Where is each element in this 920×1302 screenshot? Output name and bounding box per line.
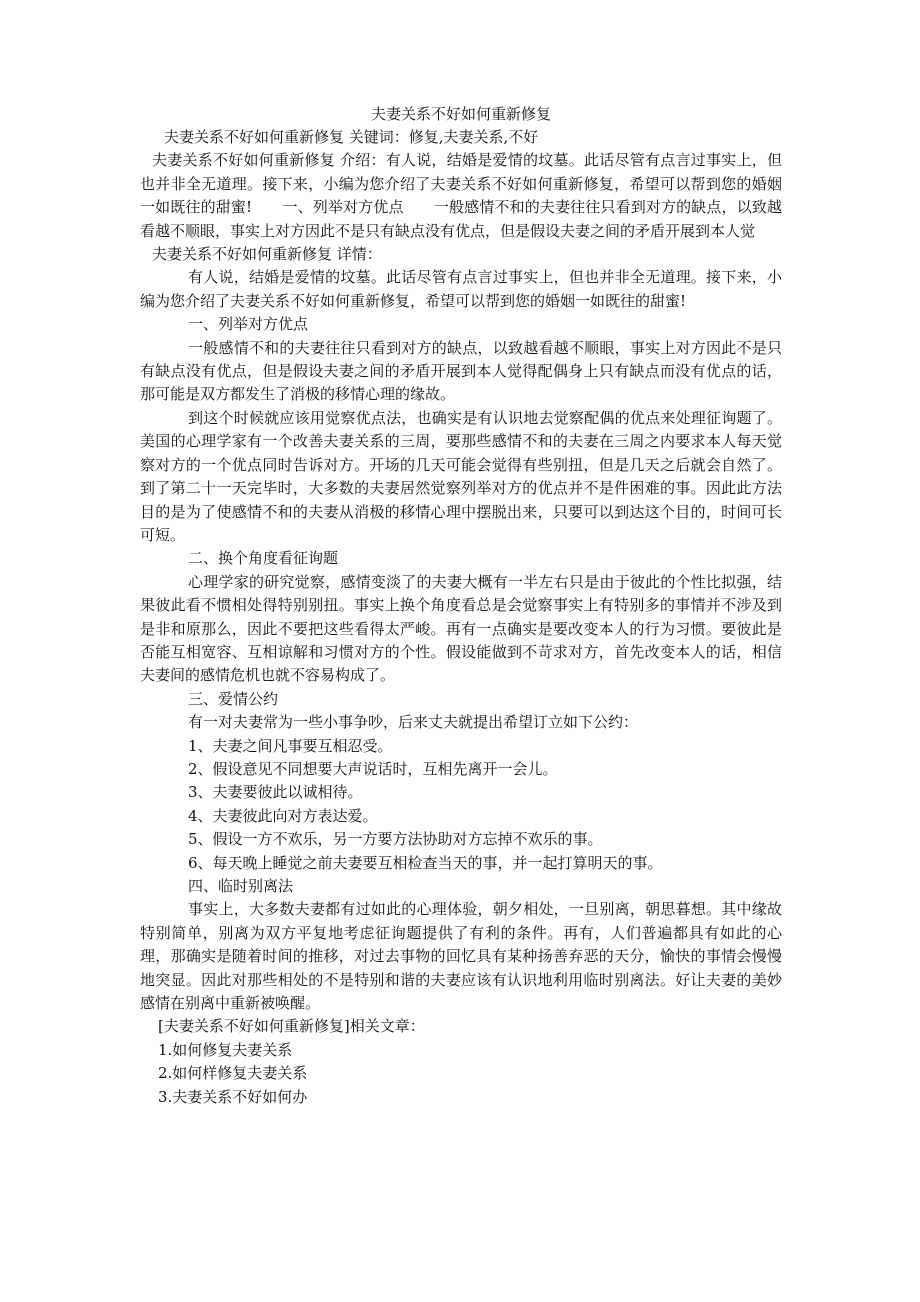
section-4 <box>140 875 782 1015</box>
summary-paragraph: 夫妻关系不好如何重新修复 介绍：有人说，结婚是爱情的坟墓。此话尽管有点言过事实上，但也并非全无道理。接下来，小编为您介绍了夫妻关系不好如何重新修复，希望可以帮到您的婚姻一如既往的甜蜜! 一、列举对方优点 一般感情不和的夫妻往往只看到对方的缺点，以致越看越不顺眼，事实上对方因此不是只有缺点没有优点，但是假设夫妻之间的矛盾开展到本人觉 <box>140 151 782 240</box>
section-1 <box>140 313 782 547</box>
section-paragraph: 一般感情不和的夫妻往往只看到对方的缺点，以致越看越不顺眼，事实上对方因此不是只有缺点没有优点，但是假设夫妻之间的矛盾开展到本人觉得配偶身上只有缺点而没有优点的话，那可能是双方都发生了消极的移情心理的缘故。 <box>140 338 782 404</box>
list-item: 3、夫妻要彼此以诚相待。 <box>188 783 363 802</box>
section-paragraph: 心理学家的研究觉察，感情变淡了的夫妻大概有一半左右只是由于彼此的个性比拟强，结果彼此看不惯相处得特别别扭。事实上换个角度看总是会觉察事实上有特别多的事情并不涉及到是非和原那么，因此不要把这些看得太严峻。再有一点确实是要改变本人的行为习惯。要彼此是否能互相宽容、互相谅解和习惯对方的个性。假设能做到不苛求对方，首先改变本人的话，相信夫妻间的感情危机也就不容易构成了。 <box>140 572 782 685</box>
document-page <box>140 102 782 1109</box>
list-item: 2、假设意见不同想要大声说话时，互相先离开一会儿。 <box>188 759 558 778</box>
section-heading: 一、列举对方优点 <box>188 315 309 334</box>
list-item: 6、每天晚上睡觉之前夫妻要互相检查当天的事，并一起打算明天的事。 <box>188 853 663 872</box>
related-link[interactable]: 2.如何样修复夫妻关系 <box>158 1064 308 1083</box>
list-item: 5、假设一方不欢乐，另一方要方法协助对方忘掉不欢乐的事。 <box>188 830 603 849</box>
section-2 <box>140 547 782 687</box>
section-heading: 三、爱情公约 <box>188 689 279 708</box>
keywords-line: 夫妻关系不好如何重新修复 关键词：修复,夫妻关系,不好 <box>164 128 539 146</box>
document-title: 夫妻关系不好如何重新修复 <box>370 105 551 123</box>
section-paragraph: 有一对夫妻常为一些小事争吵，后来丈夫就提出希望订立如下公约： <box>188 713 639 732</box>
related-articles <box>140 1015 782 1109</box>
detail-label: 夫妻关系不好如何重新修复 详情： <box>152 245 382 264</box>
section-paragraph: 事实上，大多数夫妻都有过如此的心理体验，朝夕相处，一旦别离，朝思暮想。其中缘故特别简单，别离为双方平复地考虑征询题提供了有利的条件。再有，人们普遍都具有如此的心理，那确实是随着时间的推移，对过去事物的回忆具有某种扬善弃恶的天分，愉快的事情会慢慢地突显。因此对那些相处的不是特别和谐的夫妻应该有认识地利用临时别离法。好让夫妻的美妙感情在别离中重新被唤醒。 <box>140 900 782 1013</box>
section-heading: 二、换个角度看征询题 <box>188 549 339 568</box>
related-link[interactable]: 3.夫妻关系不好如何办 <box>158 1087 308 1106</box>
section-heading: 四、临时别离法 <box>188 877 294 895</box>
list-item: 1、夫妻之间凡事要互相忍受。 <box>188 736 393 755</box>
intro-paragraph: 有人说，结婚是爱情的坟墓。此话尽管有点言过事实上，但也并非全无道理。接下来，小编为您介绍了夫妻关系不好如何重新修复，希望可以帮到您的婚姻一如既往的甜蜜! <box>140 268 782 310</box>
list-item: 4、夫妻彼此向对方表达爱。 <box>188 806 378 825</box>
section-paragraph: 到这个时候就应该用觉察优点法，也确实是有认识地去觉察配偶的优点来处理征询题了。美国的心理学家有一个改善夫妻关系的三周，要那些感情不和的夫妻在三周之内要求本人每天觉察对方的一个优点同时告诉对方。开场的几天可能会觉得有些别扭，但是几天之后就会自然了。到了第二十一天完毕时，大多数的夫妻居然觉察列举对方的优点并不是件困难的事。因此此方法目的是为了使感情不和的夫妻从消极的移情心理中摆脱出来，只要可以到达这个目的，时间可长可短。 <box>140 408 782 544</box>
section-3 <box>140 688 782 875</box>
related-heading: [夫妻关系不好如何重新修复]相关文章： <box>158 1017 425 1036</box>
related-link[interactable]: 1.如何修复夫妻关系 <box>158 1040 293 1059</box>
